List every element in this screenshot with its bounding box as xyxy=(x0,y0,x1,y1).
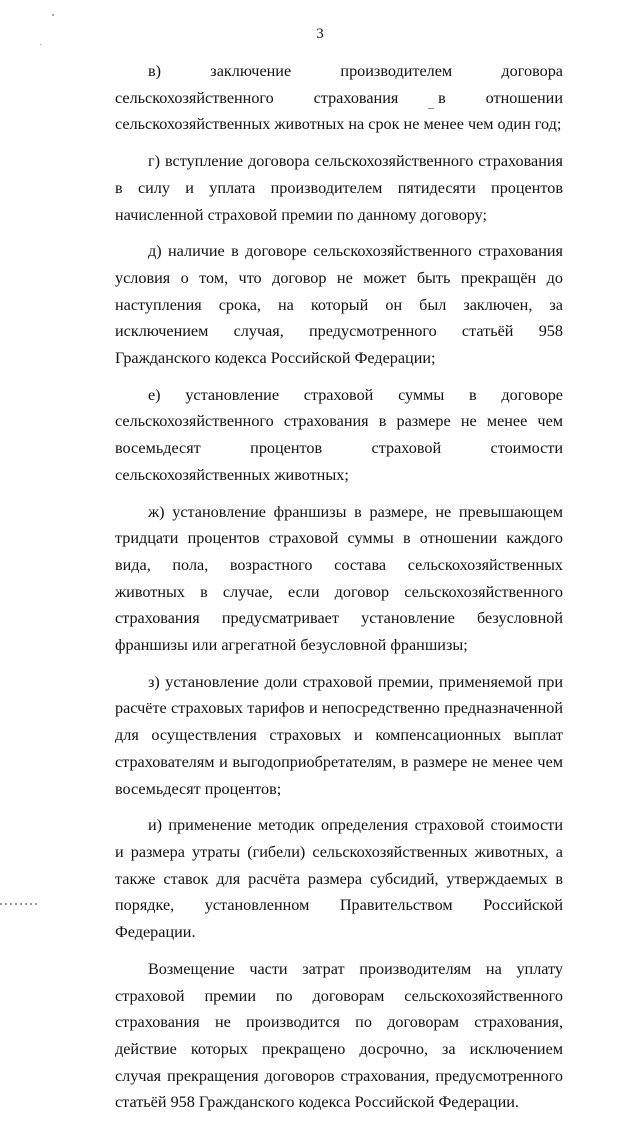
list-item-zh: ж) установление франшизы в размере, не превышающем тридцати процентов страховой суммы в отношении каждого вида, пола, возрастного состава сельскохозяйственных животных в случае, если договор сельскохозяйственного страхования предусматривает установление безусловной франшизы или агрегатной безусловной франшизы; xyxy=(115,502,563,655)
closing-paragraph: Возмещение части затрат производителям на уплату страховой премии по договорам сельскохозяйственного страхования не производится по договорам страхования, действие которых прекращено досрочно, за исключением случая прекращения договоров страхования, предусмотренного статьёй 958 Гражданского кодекса Российской Федерации. xyxy=(115,959,563,1112)
page-number: 3 xyxy=(316,26,324,42)
list-item-v: в) заключение производителем договора сельскохозяйственного страхования в отношении сельскохозяйственных животных на срок не менее чем один год; xyxy=(115,62,563,134)
list-item-i: и) применение методик определения страховой стоимости и размера утраты (гибели) сельскохозяйственных животных, а также ставок для расчёта размера субсидий, утверждаемых в порядке, установленном Правительством Российской Федерации. xyxy=(115,816,563,942)
document-body xyxy=(115,58,563,1126)
list-item-e: е) установление страховой суммы в договоре сельскохозяйственного страхования в размере не менее чем восемьдесят процентов страховой стоимости сельскохозяйственных животных; xyxy=(115,385,563,484)
scan-speck xyxy=(40,44,41,45)
list-item-z: з) установление доли страховой премии, применяемой при расчёте страховых тарифов и непосредственно предназначенной для осуществления страховых и компенсационных выплат страхователям и выгодоприобретателям, в размере не менее чем восемьдесят процентов; xyxy=(115,672,563,798)
scan-edge-artifact xyxy=(0,903,40,905)
list-item-d: д) наличие в договоре сельскохозяйственного страхования условия о том, что договор не может быть прекращён до наступления срока, на который он был заключен, за исключением случая, предусмотренного статьёй 958 Гражданского кодекса Российской Федерации; xyxy=(115,242,563,368)
list-item-g: г) вступление договора сельскохозяйственного страхования в силу и уплата производителем пятидесяти процентов начисленной страховой премии по данному договору; xyxy=(115,152,563,224)
scan-speck xyxy=(52,14,54,16)
